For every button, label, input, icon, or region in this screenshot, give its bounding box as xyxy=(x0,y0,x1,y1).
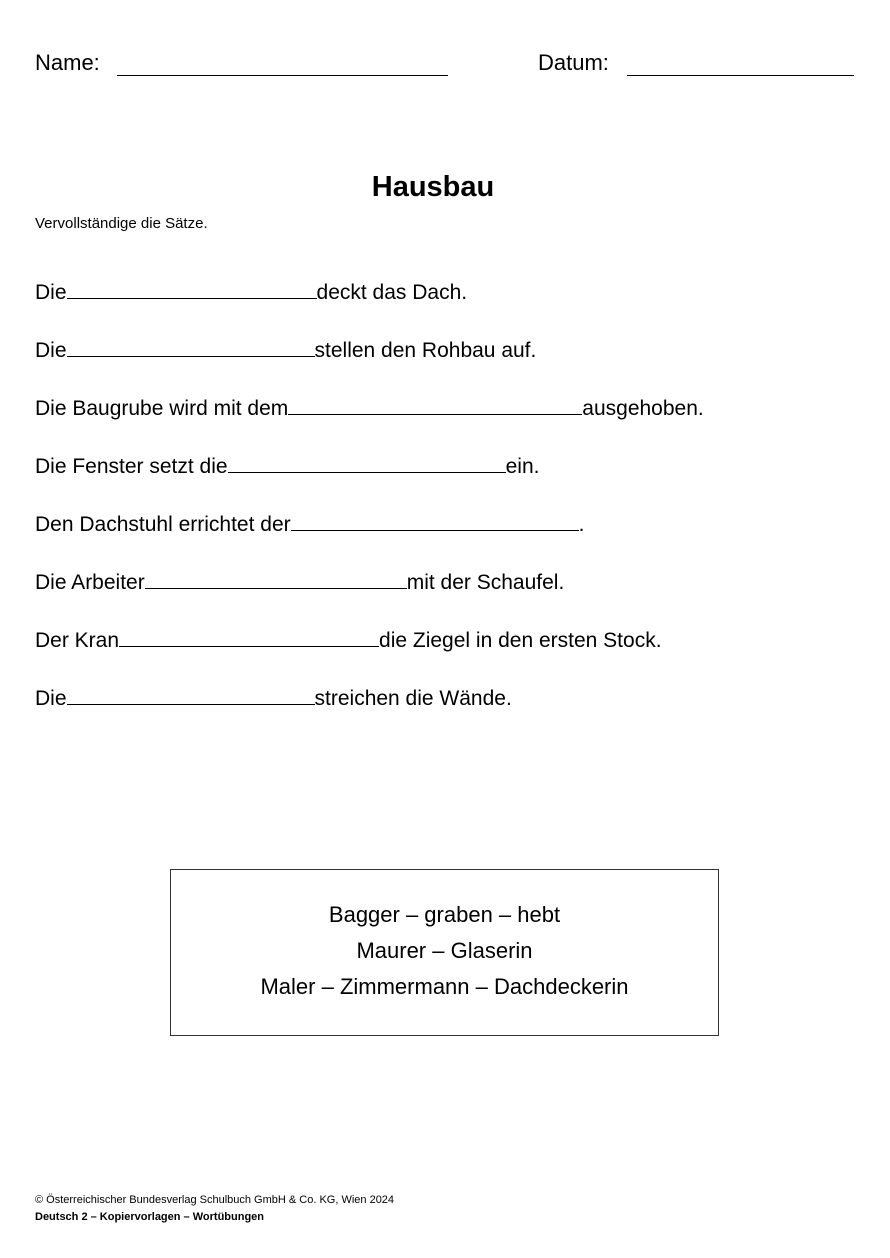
sentence-4-blank[interactable] xyxy=(228,452,506,473)
sentence-4 xyxy=(35,452,539,482)
word-box xyxy=(170,869,719,1036)
sentence-2-blank[interactable] xyxy=(67,336,315,357)
sentence-7 xyxy=(35,626,662,656)
page-title: Hausbau xyxy=(371,171,495,203)
sentence-3-before: Die Baugrube wird mit dem xyxy=(35,397,289,420)
sentence-8 xyxy=(35,684,512,714)
sentence-6-blank[interactable] xyxy=(145,568,407,589)
sentence-4-before: Die Fenster setzt die xyxy=(35,455,228,478)
sentence-1-before: Die xyxy=(35,281,67,304)
sentence-8-after: streichen die Wände. xyxy=(314,687,512,710)
footer-copyright: © Österreichischer Bundesverlag Schulbuch GmbH & Co. KG, Wien 2024 xyxy=(35,1194,395,1206)
sentence-5-blank[interactable] xyxy=(291,510,579,531)
sentence-6-after: mit der Schaufel. xyxy=(406,571,565,594)
footer-series: Deutsch 2 – Kopiervorlagen – Wortübungen xyxy=(35,1211,264,1223)
sentence-8-blank[interactable] xyxy=(67,684,315,705)
sentence-3-after: ausgehoben. xyxy=(582,397,704,420)
sentence-7-blank[interactable] xyxy=(119,626,379,647)
sentence-6 xyxy=(35,568,564,598)
sentence-7-before: Der Kran xyxy=(35,629,120,652)
date-blank[interactable] xyxy=(627,75,854,76)
sentence-2-before: Die xyxy=(35,339,67,362)
word-box-line-3: Maler – Zimmermann – Dachdeckerin xyxy=(260,974,629,999)
sentence-1-after: deckt das Dach. xyxy=(316,281,468,304)
sentence-5-before: Den Dachstuhl errichtet der xyxy=(35,513,291,536)
sentence-2-after: stellen den Rohbau auf. xyxy=(314,339,537,362)
sentence-1 xyxy=(35,278,467,308)
name-blank[interactable] xyxy=(117,75,448,76)
sentence-5 xyxy=(35,510,584,540)
word-box-line-1: Bagger – graben – hebt xyxy=(328,902,561,927)
name-label: Name: xyxy=(35,50,100,75)
sentence-4-after: ein. xyxy=(505,455,540,478)
sentence-3 xyxy=(35,394,704,424)
sentence-6-before: Die Arbeiter xyxy=(35,571,145,594)
sentence-7-after: die Ziegel in den ersten Stock. xyxy=(379,629,662,652)
sentence-1-blank[interactable] xyxy=(67,278,317,299)
date-label: Datum: xyxy=(538,50,609,75)
word-box-line-2: Maurer – Glaserin xyxy=(356,938,533,963)
sentence-8-before: Die xyxy=(35,687,67,710)
sentence-3-blank[interactable] xyxy=(288,394,582,415)
sentence-2 xyxy=(35,336,536,366)
instruction: Vervollständige die Sätze. xyxy=(35,215,208,232)
sentence-5-after: . xyxy=(578,513,585,536)
